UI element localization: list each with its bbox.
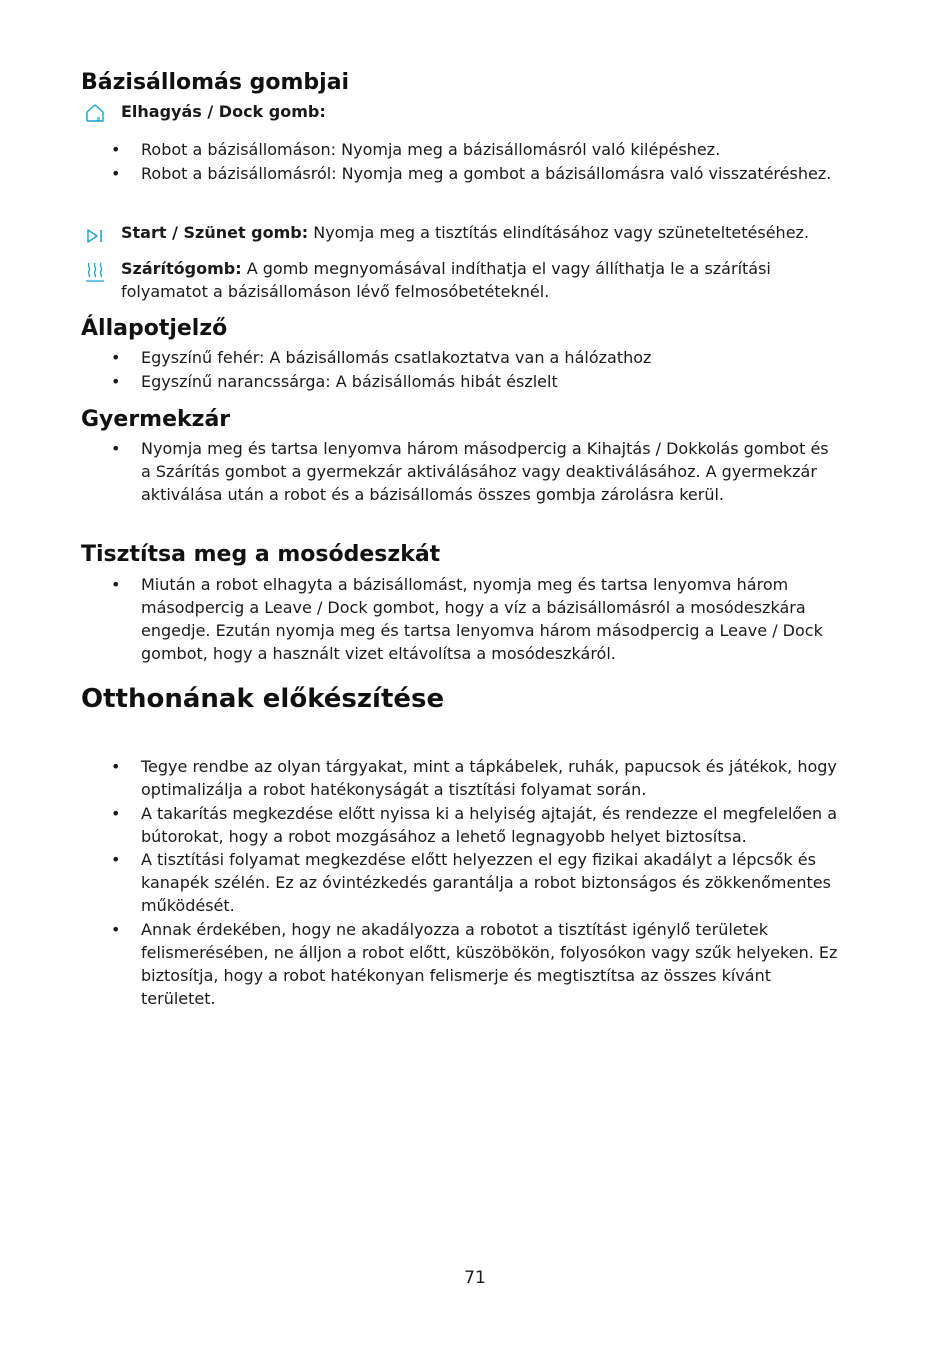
house-dock-icon — [83, 102, 107, 124]
dryer-label: Szárítógomb: — [121, 259, 242, 278]
section-title-child-lock: Gyermekzár — [81, 407, 231, 432]
child-lock-bullets — [81, 437, 841, 507]
section-title-base-buttons: Bázisállomás gombjai — [81, 70, 350, 95]
status-bullets — [81, 346, 841, 393]
list-item: • Egyszínű fehér: A bázisállomás csatlakoztatva van a hálózathoz — [81, 346, 841, 369]
list-item: • Annak érdekében, hogy ne akadályozza a robotot a tisztítást igénylő területek felismerésében, ne álljon a robot előtt, küszöbökön, folyosókon vagy szűk helyeken. Ez biztosítja, hogy a robot hatékonyan felismerje és megtisztítsa az összes kívánt területet. — [81, 918, 841, 1010]
section-title-clean-board: Tisztítsa meg a mosódeszkát — [81, 542, 441, 567]
leave-dock-label: Elhagyás / Dock gomb: — [121, 102, 326, 121]
drying-heat-icon — [83, 259, 107, 281]
start-pause-description: Nyomja meg a tisztítás elindításához vagy szüneteltetéséhez. — [308, 223, 810, 242]
list-item: • Miután a robot elhagyta a bázisállomást, nyomja meg és tartsa lenyomva három másodpercig a Leave / Dock gombot, hogy a víz a bázisállomásról a mosódeszkára engedje. Ezután nyomja meg és tartsa lenyomva három másodpercig a Leave / Dock gombot, hogy a használt vizet eltávolítsa a mosódeszkáról. — [81, 573, 841, 665]
section-title-prepare-home: Otthonának előkészítése — [81, 684, 445, 714]
prepare-home-bullets — [81, 755, 841, 1010]
list-item: • A takarítás megkezdése előtt nyissa ki a helyiség ajtaját, és rendezze el megfelelően a bútorokat, hogy a robot mozgásához a lehető legnagyobb helyet biztosítsa. — [81, 802, 841, 848]
play-pause-icon — [83, 225, 107, 247]
list-item: • Robot a bázisállomásról: Nyomja meg a gombot a bázisállomásra való visszatéréshez. — [81, 162, 841, 185]
list-item: • Nyomja meg és tartsa lenyomva három másodpercig a Kihajtás / Dokkolás gombot és a Szárítás gombot a gyermekzár aktiválásához vagy deaktiválásához. A gyermekzár aktiválása után a robot és a bázisállomás összes gombja zárolásra kerül. — [81, 437, 841, 506]
dryer-description: A gomb megnyomásával indíthatja el vagy állíthatja le a szárítási folyamatot a bázisállomáson lévő felmosóbetéteknél. — [121, 259, 771, 301]
list-item: • A tisztítási folyamat megkezdése előtt helyezzen el egy fizikai akadályt a lépcsők és kanapék szélén. Ez az óvintézkedés garantálja a robot biztonságos és zökkenőmentes működését. — [81, 848, 841, 917]
section-title-status: Állapotjelző — [81, 316, 228, 341]
start-pause-label: Start / Szünet gomb: — [121, 223, 309, 242]
page-number: 71 — [464, 1268, 486, 1288]
list-item: • Tegye rendbe az olyan tárgyakat, mint a tápkábelek, ruhák, papucsok és játékok, hogy optimalizálja a robot hatékonyságát a tisztítási folyamat során. — [81, 755, 841, 801]
list-item: • Robot a bázisállomáson: Nyomja meg a bázisállomásról való kilépéshez. — [81, 138, 841, 161]
list-item: • Egyszínű narancssárga: A bázisállomás hibát észlelt — [81, 370, 841, 393]
clean-board-bullets — [81, 573, 841, 666]
leave-dock-bullets — [81, 138, 841, 185]
